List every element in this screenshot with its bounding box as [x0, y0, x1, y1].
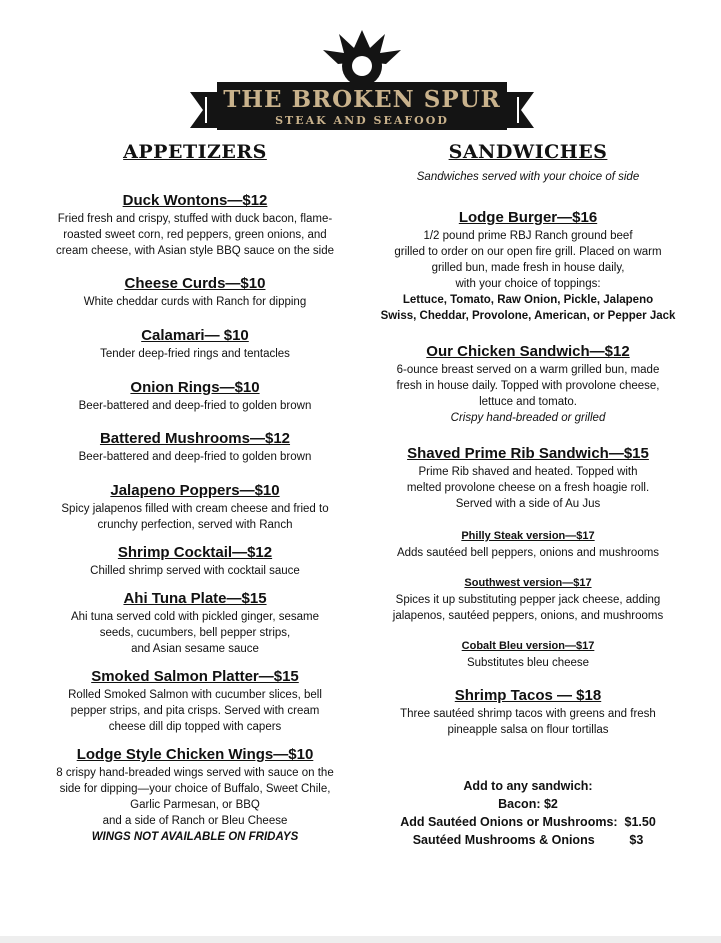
item-name: Battered Mushrooms—$12 [99, 430, 291, 447]
toppings-line: Swiss, Cheddar, Provolone, American, or Pepper Jack [380, 310, 676, 322]
desc-line: cream cheese, with Asian style BBQ sauce on the side [55, 245, 335, 257]
desc-line: jalapenos, sautéed peppers, onions, and mushrooms [392, 610, 664, 622]
item-name: Shaved Prime Rib Sandwich—$15 [407, 445, 649, 462]
item-description [35, 398, 355, 414]
item-name: Shrimp Cocktail—$12 [117, 544, 273, 561]
item-description [35, 687, 355, 735]
desc-line: and Asian sesame sauce [131, 643, 259, 655]
item-name: Duck Wontons—$12 [122, 192, 268, 209]
menu-item [35, 192, 355, 259]
item-name: Ahi Tuna Plate—$15 [123, 590, 267, 607]
desc-line: pepper strips, and pita crisps. Served with cream [70, 705, 320, 717]
desc-line: and a side of Ranch or Bleu Cheese [102, 815, 288, 827]
menu-item [368, 529, 688, 561]
spur-star-icon [323, 30, 401, 86]
desc-line: with your choice of toppings: [455, 278, 601, 290]
desc-line: Tender deep-fried rings and tentacles [100, 348, 290, 360]
menu-item [35, 668, 355, 735]
item-name: Lodge Style Chicken Wings—$10 [76, 746, 314, 763]
menu-item [368, 343, 688, 426]
item-description [368, 228, 688, 324]
restaurant-name: THE BROKEN SPUR [223, 86, 501, 113]
page-bottom-bar [0, 936, 721, 943]
item-name: Philly Steak version—$17 [461, 530, 595, 542]
menu-item [368, 639, 688, 671]
desc-line: seeds, cucumbers, bell pepper strips, [99, 627, 291, 639]
item-description [368, 464, 688, 512]
sandwiches-subtitle: Sandwiches served with your choice of side [416, 171, 640, 183]
desc-line: fresh in house daily. Topped with provolone cheese, [396, 380, 660, 392]
desc-line: Beer-battered and deep-fried to golden brown [78, 451, 312, 463]
appetizers-heading: APPETIZERS [123, 141, 267, 163]
logo-banner [217, 82, 507, 130]
item-description [35, 294, 355, 310]
sandwiches-heading: SANDWICHES [448, 141, 608, 163]
menu-item [35, 379, 355, 414]
addon-line: Add Sautéed Onions or Mushrooms: $1.50 [400, 815, 656, 829]
desc-line: grilled bun, made fresh in house daily, [431, 262, 625, 274]
desc-line: cheese dill dip topped with capers [108, 721, 282, 733]
menu-item [368, 209, 688, 324]
item-name: Southwest version—$17 [464, 577, 592, 589]
item-name: Jalapeno Poppers—$10 [110, 482, 280, 499]
desc-line: Substitutes bleu cheese [466, 657, 590, 669]
desc-line: Adds sautéed bell peppers, onions and mushrooms [396, 547, 660, 559]
desc-line: Crispy hand-breaded or grilled [450, 412, 606, 424]
desc-line: grilled to order on our open fire grill. Placed on warm [394, 246, 662, 258]
item-description [35, 501, 355, 533]
item-name: Shrimp Tacos — $18 [454, 687, 602, 704]
desc-line: Spicy jalapenos filled with cream cheese and fried to [61, 503, 329, 515]
item-description [368, 655, 688, 671]
item-name: Cheese Curds—$10 [124, 275, 266, 292]
item-description [35, 765, 355, 845]
desc-line: Ahi tuna served cold with pickled ginger, sesame [70, 611, 320, 623]
desc-line: Fried fresh and crispy, stuffed with duck bacon, flame- [57, 213, 333, 225]
item-description [368, 592, 688, 624]
item-name: Onion Rings—$10 [130, 379, 260, 396]
addons-heading: Add to any sandwich: [463, 779, 593, 793]
item-name: Lodge Burger—$16 [458, 209, 598, 226]
item-name: Our Chicken Sandwich—$12 [426, 343, 630, 360]
menu-item [368, 687, 688, 738]
sandwich-addons [368, 777, 688, 849]
desc-line: Chilled shrimp served with cocktail sauce [90, 565, 300, 577]
desc-line: Three sautéed shrimp tacos with greens and fresh [400, 708, 656, 720]
menu-item [35, 275, 355, 310]
menu-item [368, 445, 688, 512]
menu-item [368, 576, 688, 624]
addon-line: Sautéed Mushrooms & Onions $3 [412, 833, 644, 847]
desc-line: 8 crispy hand-breaded wings served with sauce on the [56, 767, 334, 779]
item-name: Calamari— $10 [141, 327, 249, 344]
item-description [35, 563, 355, 579]
desc-line: Spices it up substituting pepper jack cheese, adding [395, 594, 661, 606]
menu-item [35, 430, 355, 465]
item-name: Smoked Salmon Platter—$15 [91, 668, 299, 685]
desc-line: Prime Rib shaved and heated. Topped with [418, 466, 638, 478]
desc-line: side for dipping—your choice of Buffalo, Sweet Chile, [59, 783, 331, 795]
item-description [35, 449, 355, 465]
desc-line: Rolled Smoked Salmon with cucumber slices, bell [68, 689, 322, 701]
desc-line: 1/2 pound prime RBJ Ranch ground beef [423, 230, 633, 242]
menu-item [35, 590, 355, 657]
item-name: Cobalt Bleu version—$17 [461, 640, 595, 652]
desc-line: Garlic Parmesan, or BBQ [130, 799, 260, 811]
desc-line: 6-ounce breast served on a warm grilled bun, made [396, 364, 660, 376]
item-description [35, 609, 355, 657]
item-note: WINGS NOT AVAILABLE ON FRIDAYS [91, 831, 299, 843]
banner-ribbon-left-icon [190, 92, 217, 128]
desc-line: pineapple salsa on flour tortillas [447, 724, 609, 736]
toppings-line: Lettuce, Tomato, Raw Onion, Pickle, Jalapeno [402, 294, 654, 306]
desc-line: White cheddar curds with Ranch for dipping [83, 296, 307, 308]
menu-item [35, 327, 355, 362]
desc-line: Beer-battered and deep-fried to golden brown [78, 400, 312, 412]
restaurant-tagline: STEAK AND SEAFOOD [275, 114, 449, 127]
desc-line: lettuce and tomato. [479, 396, 577, 408]
menu-item [35, 482, 355, 533]
desc-line: Served with a side of Au Jus [455, 498, 601, 510]
item-description [368, 706, 688, 738]
item-description [35, 346, 355, 362]
banner-ribbon-right-icon [507, 92, 534, 128]
item-description [368, 545, 688, 561]
menu-item [35, 746, 355, 845]
item-description [35, 211, 355, 259]
item-description [368, 362, 688, 426]
menu-item [35, 544, 355, 579]
desc-line: melted provolone cheese on a fresh hoagie roll. [406, 482, 650, 494]
desc-line: crunchy perfection, served with Ranch [97, 519, 293, 531]
addon-line: Bacon: $2 [498, 797, 558, 811]
desc-line: roasted sweet corn, red peppers, green onions, and [63, 229, 327, 241]
